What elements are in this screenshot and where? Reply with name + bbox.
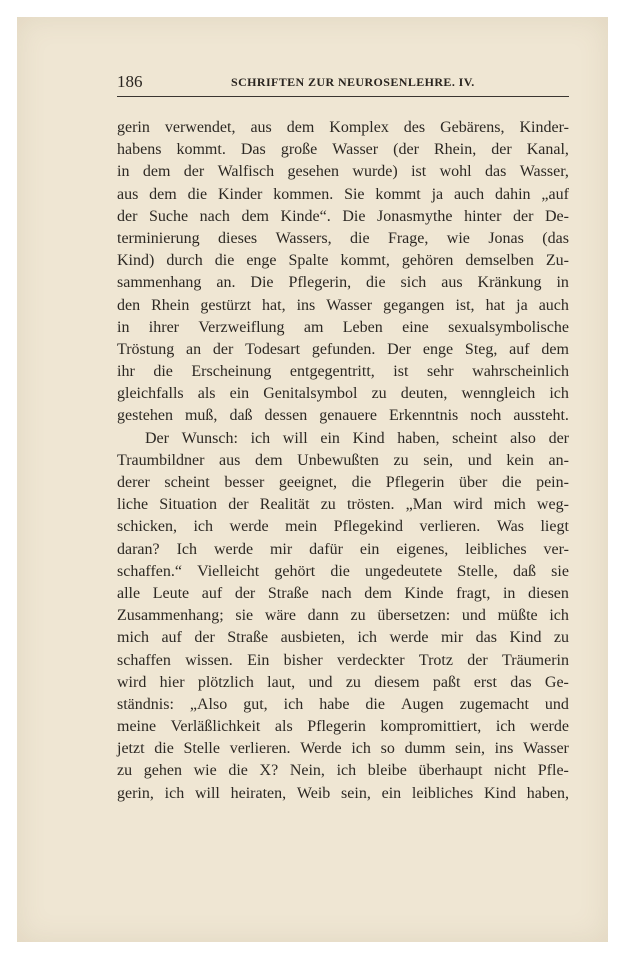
text-line: gleichfalls als ein Genitalsymbol zu deuten, wenngleich ich bbox=[117, 385, 569, 403]
text-line: ihr die Erscheinung entgegentritt, ist sehr wahrscheinlich bbox=[117, 363, 569, 381]
text-line: zu gehen wie die X? Nein, ich bleibe überhaupt nicht Pfle- bbox=[117, 762, 569, 780]
text-line: liche Situation der Realität zu trösten. „Man wird mich weg- bbox=[117, 496, 569, 514]
text-line: terminierung dieses Wassers, die Frage, wie Jonas (das bbox=[117, 229, 569, 247]
text-line: derer scheint besser geeignet, die Pflegerin über die pein- bbox=[117, 474, 569, 491]
text-line: Zusammenhang; sie wäre dann zu übersetzen: und müßte ich bbox=[117, 607, 569, 625]
text-line: schaffen.“ Vielleicht gehört die ungedeutete Stelle, daß sie bbox=[117, 562, 569, 580]
text-line: aus dem die Kinder kommen. Sie kommt ja auch dahin „auf bbox=[117, 185, 569, 203]
text-line: Tröstung an der Todesart gefunden. Der enge Steg, auf dem bbox=[117, 340, 569, 358]
text-line: Der Wunsch: ich will ein Kind haben, scheint also der bbox=[145, 429, 569, 447]
text-line: gestehen muß, daß dessen genauere Erkenntnis noch aussteht. bbox=[117, 407, 569, 425]
text-line: habens kommt. Das große Wasser (der Rhein, der Kanal, bbox=[117, 141, 569, 159]
text-line: gerin, ich will heiraten, Weib sein, ein leibliches Kind haben, bbox=[117, 784, 569, 802]
page-header bbox=[117, 72, 569, 97]
text-line: ständnis: „Also gut, ich habe die Augen zugemacht und bbox=[117, 695, 569, 713]
text-line: der Suche nach dem Kinde“. Die Jonasmythe hinter der De- bbox=[117, 207, 569, 225]
page-number: 186 bbox=[117, 72, 143, 91]
text-line: mich auf der Straße ausbieten, ich werde mir das Kind zu bbox=[117, 629, 569, 647]
text-line: sammenhang an. Die Pflegerin, die sich aus Kränkung in bbox=[117, 274, 569, 292]
text-line: daran? Ich werde mir dafür ein eigenes, leibliches ver- bbox=[117, 540, 569, 558]
text-line: schaffen wissen. Ein bisher verdeckter Trotz der Träumerin bbox=[117, 651, 569, 669]
text-line: schicken, ich werde mein Pflegekind verlieren. Was liegt bbox=[117, 518, 569, 536]
text-line: Traumbildner aus dem Unbewußten zu sein, und kein an- bbox=[117, 451, 569, 469]
text-line: in ihrer Verzweiflung am Leben eine sexualsymbolische bbox=[117, 318, 569, 336]
running-head: SCHRIFTEN ZUR NEUROSENLEHRE. IV. bbox=[231, 75, 475, 89]
text-line: gerin verwendet, aus dem Komplex des Gebärens, Kinder- bbox=[117, 119, 569, 136]
body-text bbox=[117, 117, 569, 805]
text-line: wird hier plötzlich laut, und zu diesem paßt erst das Ge- bbox=[117, 673, 569, 691]
text-line: in dem der Walfisch gesehen wurde) ist wohl das Wasser, bbox=[117, 163, 569, 181]
text-line: alle Leute auf der Straße nach dem Kinde fragt, in diesen bbox=[117, 584, 569, 602]
text-line: meine Verläßlichkeit als Pflegerin kompromittiert, ich werde bbox=[117, 718, 569, 736]
text-line: den Rhein gestürzt hat, ins Wasser gegangen ist, hat ja auch bbox=[117, 296, 569, 314]
text-line: Kind) durch die enge Spalte kommt, gehören demselben Zu- bbox=[117, 252, 569, 270]
text-line: jetzt die Stelle verlieren. Werde ich so dumm sein, ins Wasser bbox=[117, 740, 569, 758]
